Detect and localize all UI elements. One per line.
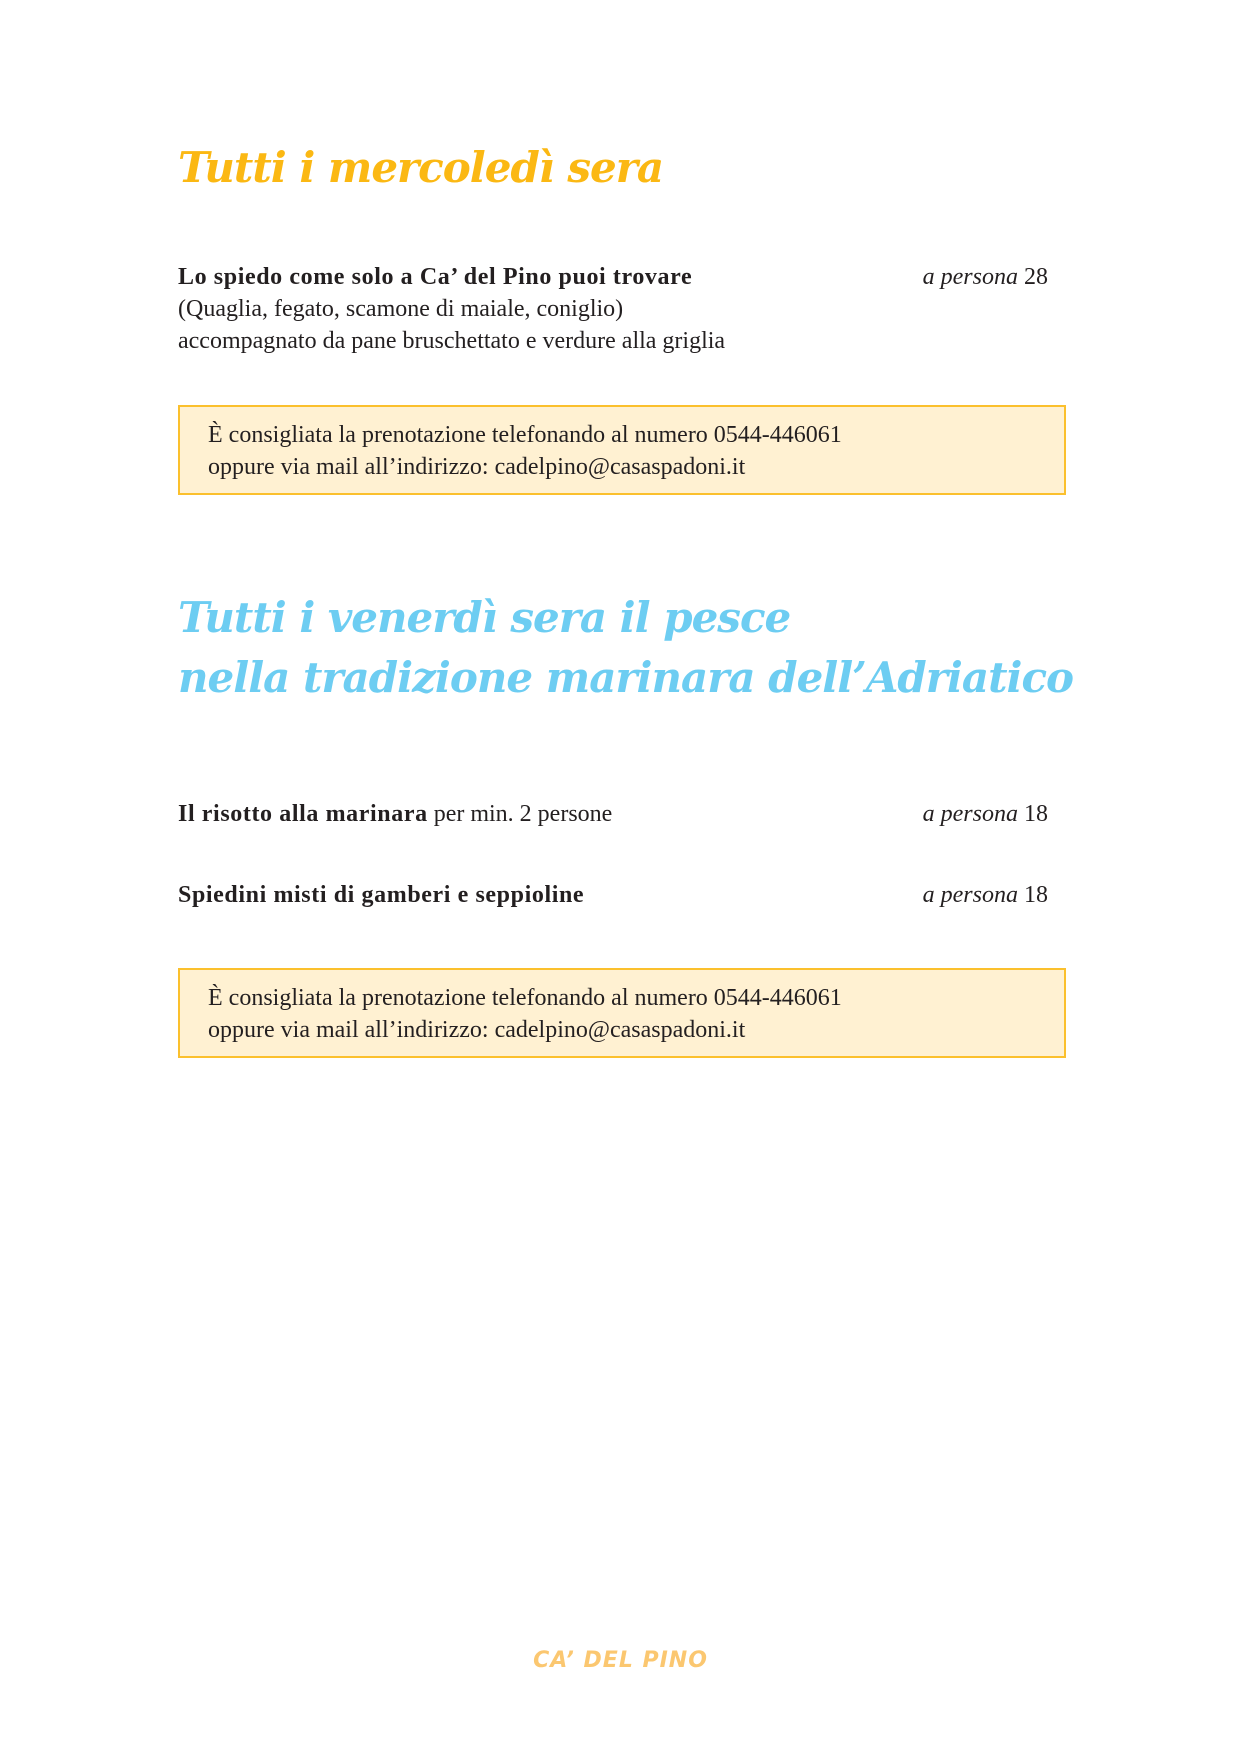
menu-item-price xyxy=(923,798,1048,830)
reservation-notice xyxy=(178,968,1066,1058)
menu-item-row xyxy=(178,798,1048,830)
menu-item-row xyxy=(178,879,1048,911)
menu-item-title: Il risotto alla marinara xyxy=(178,801,428,827)
menu-item-qualifier: per min. 2 persone xyxy=(427,801,613,827)
menu-item-risotto xyxy=(178,798,1048,830)
price-value: 28 xyxy=(1024,264,1048,290)
footer-logo: CA’ DEL PINO xyxy=(533,1648,708,1673)
menu-item-row xyxy=(178,261,1048,293)
wednesday-heading: Tutti i mercoledì sera xyxy=(178,143,664,192)
reservation-notice xyxy=(178,405,1066,495)
notice-phone-line: È consigliata la prenotazione telefonando al numero 0544-446061 xyxy=(208,422,842,448)
friday-heading-line: Tutti i venerdì sera il pesce xyxy=(178,593,791,642)
price-prefix: a persona xyxy=(922,801,1018,827)
menu-item-spiedo xyxy=(178,261,1048,357)
menu-item-price xyxy=(923,261,1048,293)
notice-email-line: oppure via mail all’indirizzo: cadelpino@casaspadoni.it xyxy=(208,454,746,480)
notice-phone-line: È consigliata la prenotazione telefonando al numero 0544-446061 xyxy=(208,985,842,1011)
friday-heading xyxy=(178,588,1073,708)
menu-item-label xyxy=(178,798,612,830)
menu-item-description: (Quaglia, fegato, scamone di maiale, coniglio) xyxy=(178,296,624,322)
friday-heading-line: nella tradizione marinara dell’Adriatico xyxy=(178,653,1074,702)
menu-item-title: Spiedini misti di gamberi e seppioline xyxy=(178,882,585,908)
price-value: 18 xyxy=(1024,801,1048,827)
price-prefix: a persona xyxy=(922,264,1018,290)
notice-email-line: oppure via mail all’indirizzo: cadelpino@casaspadoni.it xyxy=(208,1017,746,1043)
menu-item-spiedini xyxy=(178,879,1048,911)
menu-item-title: Lo spiedo come solo a Ca’ del Pino puoi trovare xyxy=(178,264,693,290)
price-prefix: a persona xyxy=(922,882,1018,908)
menu-item-description: accompagnato da pane bruschettato e verdure alla griglia xyxy=(178,328,726,354)
price-value: 18 xyxy=(1024,882,1048,908)
menu-item-price xyxy=(923,879,1048,911)
